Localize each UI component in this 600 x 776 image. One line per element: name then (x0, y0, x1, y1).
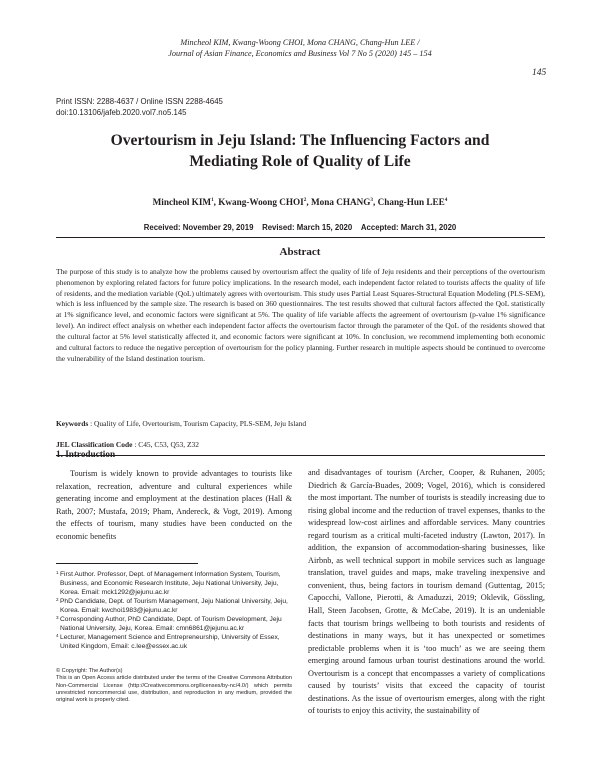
footnote: 3 Corresponding Author, PhD Candidate, Dept. of Tourism Development, Jeju National University, Jeju, Korea. Email: cmn6861@jejunu.ac.kr (56, 615, 282, 633)
author-list: Mincheol KIM$^1$, Kwang-Woong CHOI$^2$, Mona CHANG$^3$, Chang-Hun LEE$^4$ (152, 197, 448, 208)
intro-paragraph-left: Tourism is widely known to provide advantages to tourists like relaxation, recreation, adventure and cultural experiences while generating income and employment at the destination places (Hall & Rath, 2007; Mustafa, 2019; Pham, Andereck, & Vogt, 2019). Among the effects of tourism, many studies have been conducted on the economic benefits (56, 469, 292, 541)
abstract-bottom-rule (56, 455, 545, 456)
doi-line[interactable]: doi:10.13106/jafeb.2020.vol7.no5.145 (56, 107, 187, 117)
section-heading-introduction: 1. Introduction (56, 449, 116, 459)
issn-block (56, 97, 223, 118)
intro-right-column: and disadvantages of tourism (Archer, Cooper, & Ruhanen, 2005; Diedrich & García-Buades, 2009; Vogel, 2016), which is considered the most important. The number of tourists is steadily increasing due to rising global income and the reduction of travel expenses, thanks to the widespread low-cost airlines and affordable services. Many countries regard tourism as a critical multi-faceted industry (Lawton, 2017). In addition, the expansion of accommodation-sharing businesses, like Airbnb, as well technical support in mobile services such as language translation, travel guides and maps, make traveling inexpensive and convenient, thus, being factors in tourism demand (Guttentag, 2015; Capocchi, Vallone, Pierotti, & Amaduzzi, 2019; Oklevik, Gössling, Hall, Steen Jacobsen, Grotte, & McCabe, 2019). It is an undeniable facts that tourism brings wellbeing to both tourists and residents of destinations in many ways, but it has unexpected or sometimes predictable problems when it is ‘too much’ as we are seeing them emerging around famous urban tourist destinations around the world. Overtourism is a concept that encompasses a variety of complications caused by tourists’ visits that exceed the capacity of tourist destinations. As the issue of overtourism emerges, along with the right of tourists to enjoy this activity, the sustainability of (308, 468, 545, 716)
copyright-line: © Copyright: The Author(s) (56, 668, 123, 674)
abstract-heading: Abstract (279, 246, 321, 258)
revised-date: Revised: March 15, 2020 (262, 223, 353, 232)
article-dates (0, 223, 600, 232)
running-header-authors: Mincheol KIM, Kwang-Woong CHOI, Mona CHANG, Chang-Hun LEE / (180, 38, 420, 47)
jel-label: JEL Classification Code (56, 440, 133, 449)
jel-value: : C45, C53, Q53, Z32 (134, 440, 199, 449)
author: Mincheol KIM$^1$ (152, 197, 214, 208)
keywords-line (56, 419, 545, 430)
running-header (0, 38, 600, 59)
received-date: Received: November 29, 2019 (143, 223, 254, 232)
author: Chang-Hun LEE$^4$ (377, 197, 448, 208)
abstract-body: The purpose of this study is to analyze how the problems caused by overtourism affect the quality of life of Jeju residents and their perceptions of the overtourism phenomenon by exploring related factors for future policy implications. In the research model, each independent factor related to tourists affects the quality of life of residents, and the mediation variable (QoL) ultimately agrees with overtourism. This study uses Partial Least Squares-Structural Equation Modeling (PLS-SEM), which is less influenced by the sample size. The research is based on 360 questionnaires. The test results showed that cultural factors affected the QoL statistically at 1% significance level, and economic factors were significant at 5%. The quality of life variable affects the agreement of overtourism (p-value 1% significance level). An indirect effect analysis on whether each independent factor affects the overtourism factor through the parameter of the QoL of the residents showed that the cultural factor at 5% level statistically affected it, and economic factors were significant at 10%. In conclusion, we recommend implementing both economic and cultural factors to reduce the negative perception of overtourism for the policy planning. Further research in multiple aspects should be continued to overcome the vulnerability of the Island destination tourism. (56, 267, 545, 363)
copyright-notice (56, 668, 292, 704)
keywords-value: : Quality of Life, Overtourism, Tourism Capacity, PLS-SEM, Jeju Island (90, 419, 307, 428)
abstract-top-rule (56, 237, 545, 238)
license-text: This is an Open Access article distributed under the terms of the Creative Commons Attribution Non-Commercial License (http://Creativecommons.org/licenses/by-nc/4.0/) which permits unrestricted noncommercial use, distribution, and reproduction in any medium, provided the original work is properly cited. (56, 675, 292, 704)
intro-left-column (56, 468, 292, 543)
running-header-journal: Journal of Asian Finance, Economics and Business Vol 7 No 5 (2020) 145 – 154 (168, 48, 432, 58)
article-title (0, 130, 600, 172)
article-title-line-1: Overtourism in Jeju Island: The Influencing Factors and (110, 132, 490, 149)
page-number: 145 (532, 68, 547, 78)
keywords-label: Keywords (56, 419, 89, 428)
jel-code-line (56, 440, 545, 451)
author: Kwang-Woong CHOI$^2$ (218, 197, 307, 208)
issn-line: Print ISSN: 2288-4637 / Online ISSN 2288-4645 (56, 97, 223, 106)
footnote-rule (56, 563, 198, 564)
footnote: 2 PhD Candidate, Dept. of Tourism Management, Jeju National University, Jeju, Korea. Email: kwchoi1983@jejunu.ac.kr (56, 597, 288, 615)
footnotes (56, 570, 292, 651)
author: Mona CHANG$^3$ (310, 197, 374, 208)
article-title-line-2: Mediating Role of Quality of Life (189, 153, 411, 170)
footnote: 1 First Author. Professor, Dept. of Management Information System, Tourism, Business, and Economic Research Institute, Jeju National University, Jeju, Korea. Email: mck1292@jejunu.ac.kr (56, 570, 281, 597)
accepted-date: Accepted: March 31, 2020 (360, 223, 457, 232)
footnote: 4 Lecturer, Management Science and Entrepreneurship, University of Essex, United Kingdom, Email: c.lee@essex.ac.uk (56, 633, 280, 651)
